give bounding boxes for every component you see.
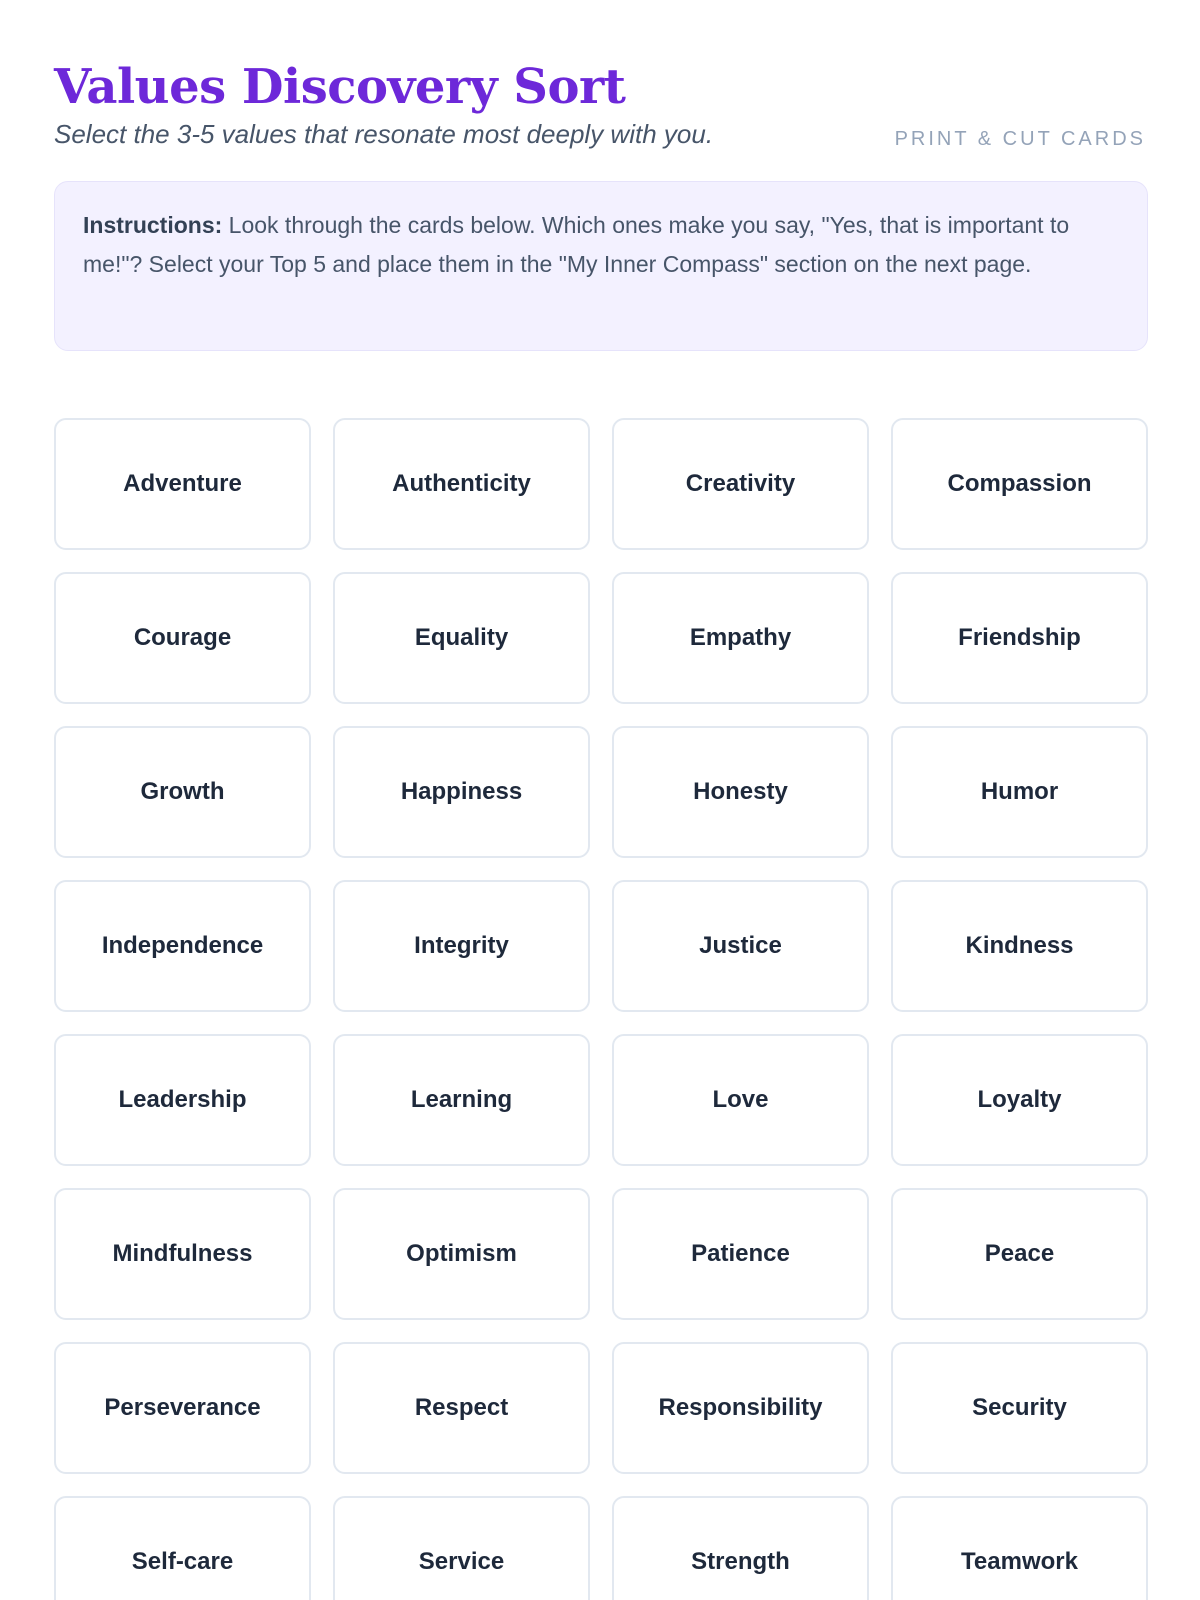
value-card[interactable] xyxy=(891,1496,1148,1600)
value-card-label: Humor xyxy=(980,778,1059,805)
value-card-label: Patience xyxy=(691,1240,790,1267)
value-card-label: Learning xyxy=(410,1086,513,1113)
value-card-label: Respect xyxy=(414,1394,509,1421)
value-card-label: Adventure xyxy=(123,470,242,497)
value-card[interactable] xyxy=(333,880,590,1012)
value-card[interactable] xyxy=(54,880,311,1012)
value-card-label: Kindness xyxy=(965,932,1074,959)
value-card-label: Self-care xyxy=(131,1548,234,1575)
value-card[interactable] xyxy=(54,1496,311,1600)
value-card-label: Honesty xyxy=(693,778,788,805)
value-card[interactable] xyxy=(891,1188,1148,1320)
value-card-label: Creativity xyxy=(685,470,796,497)
instructions-box xyxy=(54,181,1148,351)
value-card-label: Security xyxy=(972,1394,1067,1421)
value-cards-grid xyxy=(54,418,1148,1600)
value-card[interactable] xyxy=(612,1188,869,1320)
print-cut-label: PRINT & CUT CARDS xyxy=(894,128,1146,150)
value-card[interactable] xyxy=(333,1034,590,1166)
value-card-label: Mindfulness xyxy=(112,1240,253,1267)
value-card-label: Optimism xyxy=(406,1240,517,1267)
value-card-label: Service xyxy=(418,1548,505,1575)
value-card[interactable] xyxy=(612,418,869,550)
value-card[interactable] xyxy=(612,1342,869,1474)
value-card-label: Leadership xyxy=(118,1086,247,1113)
value-card-label: Perseverance xyxy=(104,1394,261,1421)
value-card[interactable] xyxy=(891,418,1148,550)
value-card-label: Courage xyxy=(133,624,232,651)
value-card-label: Love xyxy=(712,1086,769,1113)
page-title: Values Discovery Sort xyxy=(54,59,626,115)
value-card[interactable] xyxy=(891,572,1148,704)
value-card[interactable] xyxy=(333,1188,590,1320)
value-card-label: Friendship xyxy=(958,624,1081,651)
value-card-label: Responsibility xyxy=(658,1394,823,1421)
value-card-label: Growth xyxy=(140,778,225,805)
value-card-label: Strength xyxy=(691,1548,790,1575)
value-card[interactable] xyxy=(54,726,311,858)
value-card[interactable] xyxy=(54,1342,311,1474)
instructions-text: Look through the cards below. Which ones make you say, "Yes, that is important to me!"? Select your Top 5 and place them in the "My Inner Compass" section on the next page. xyxy=(83,212,1070,277)
value-card-label: Loyalty xyxy=(977,1086,1062,1113)
value-card-label: Independence xyxy=(101,932,264,959)
value-card[interactable] xyxy=(333,418,590,550)
value-card[interactable] xyxy=(612,1496,869,1600)
instructions-lead: Instructions: xyxy=(83,212,223,238)
page-subtitle: Select the 3-5 values that resonate most deeply with you. xyxy=(54,119,714,149)
header xyxy=(54,54,1146,174)
value-card-label: Integrity xyxy=(414,932,509,959)
value-card[interactable] xyxy=(612,880,869,1012)
value-card-label: Equality xyxy=(414,624,509,651)
value-card[interactable] xyxy=(333,1496,590,1600)
value-card[interactable] xyxy=(333,572,590,704)
value-card[interactable] xyxy=(54,1188,311,1320)
value-card[interactable] xyxy=(612,572,869,704)
value-card-label: Peace xyxy=(984,1240,1055,1267)
value-card-label: Teamwork xyxy=(961,1548,1078,1575)
value-card[interactable] xyxy=(612,726,869,858)
value-card[interactable] xyxy=(891,1342,1148,1474)
value-card-label: Happiness xyxy=(400,778,523,805)
value-card-label: Empathy xyxy=(689,624,792,651)
value-card-label: Compassion xyxy=(947,470,1092,497)
value-card[interactable] xyxy=(891,880,1148,1012)
value-card[interactable] xyxy=(612,1034,869,1166)
value-card[interactable] xyxy=(54,418,311,550)
value-card[interactable] xyxy=(891,726,1148,858)
value-card[interactable] xyxy=(333,1342,590,1474)
value-card[interactable] xyxy=(54,1034,311,1166)
value-card[interactable] xyxy=(54,572,311,704)
value-card-label: Authenticity xyxy=(392,470,531,497)
value-card-label: Justice xyxy=(699,932,782,959)
value-card[interactable] xyxy=(891,1034,1148,1166)
value-card[interactable] xyxy=(333,726,590,858)
